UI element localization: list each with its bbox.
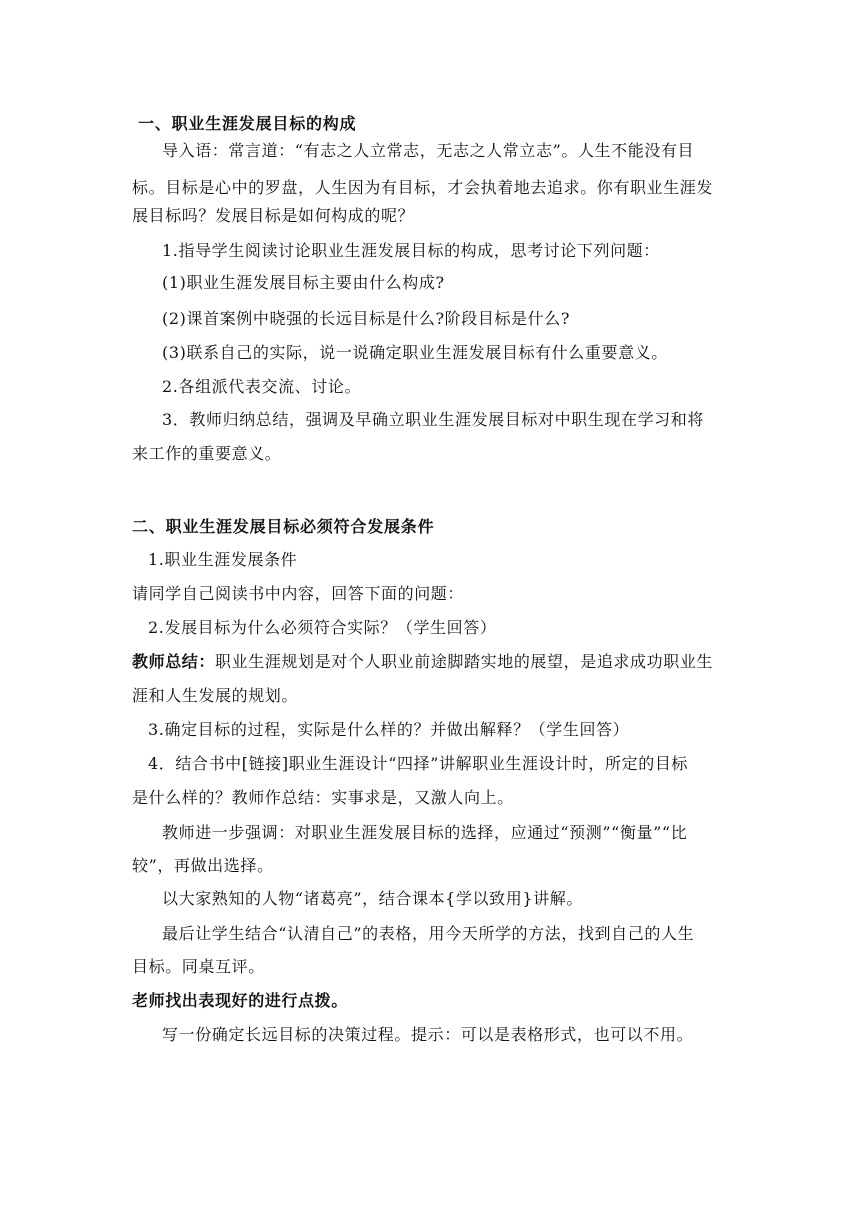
section2-final-line1: 最后让学生结合“认清自己”的表格，用今天所学的方法，找到自己的人生 (162, 924, 695, 943)
section2-emphasis-line1: 教师进一步强调：对职业生涯发展目标的选择，应通过“预测”“衡量”“比 (162, 823, 688, 842)
section2-item4-line2: 是什么样的？教师作总结：实事求是，又激人向上。 (132, 788, 514, 807)
summary-label: 教师总结： (132, 652, 216, 671)
section2-item3: 3.确定目标的过程，实际是什么样的？并做出解释？（学生回答） (148, 720, 630, 739)
section2-example: 以大家熟知的人物“诸葛亮”，结合课本{学以致用}讲解。 (162, 889, 583, 908)
section2-instruction: 请同学自己阅读书中内容，回答下面的问题： (132, 584, 465, 603)
section2-summary-line2: 涯和人生发展的规划。 (132, 686, 299, 705)
section2-heading: 二、职业生涯发展目标必须符合发展条件 (132, 517, 435, 536)
section1-intro-line2: 标。目标是心中的罗盘，人生因为有目标，才会执着地去追求。你有职业生涯发 (132, 178, 714, 197)
section1-item3-line1: 3．教师归纳总结，强调及早确立职业生涯发展目标对中职生现在学习和将 (162, 410, 704, 429)
section1-item3-line2: 来工作的重要意义。 (132, 444, 282, 463)
section2-summary-line1 (132, 652, 713, 672)
section1-intro-line1: 导入语：常言道：“有志之人立常志，无志之人常立志”。人生不能没有目 (162, 141, 695, 160)
section2-emphasis-line2: 较”，再做出选择。 (132, 856, 274, 875)
section1-question2: (2)课首案例中晓强的长远目标是什么?阶段目标是什么? (162, 309, 571, 328)
section2-item4-line1: 4．结合书中[链接]职业生涯设计“四择”讲解职业生涯设计时，所定的目标 (148, 754, 689, 773)
section1-item2: 2.各组派代表交流、讨论。 (162, 377, 362, 396)
section1-question1: (1)职业生涯发展目标主要由什么构成? (162, 273, 445, 292)
section1-question3: (3)联系自己的实际，说一说确定职业生涯发展目标有什么重要意义。 (162, 343, 668, 362)
section1-intro-line3: 展目标吗？发展目标是如何构成的呢？ (132, 206, 415, 225)
section1-item1: 1.指导学生阅读讨论职业生涯发展目标的构成，思考讨论下列问题： (162, 241, 660, 260)
section2-final-line2: 目标。同桌互评。 (132, 957, 265, 976)
section2-item1: 1.职业生涯发展条件 (148, 550, 298, 569)
section1-heading: 一、职业生涯发展目标的构成 (138, 114, 357, 133)
summary-text: 职业生涯规划是对个人职业前途脚踏实地的展望，是追求成功职业生 (215, 652, 714, 671)
section2-teacher-note: 老师找出表现好的进行点拨。 (132, 991, 348, 1010)
section2-homework: 写一份确定长远目标的决策过程。提示：可以是表格形式，也可以不用。 (162, 1025, 694, 1044)
section2-item2: 2.发展目标为什么必须符合实际？（学生回答） (148, 618, 497, 637)
